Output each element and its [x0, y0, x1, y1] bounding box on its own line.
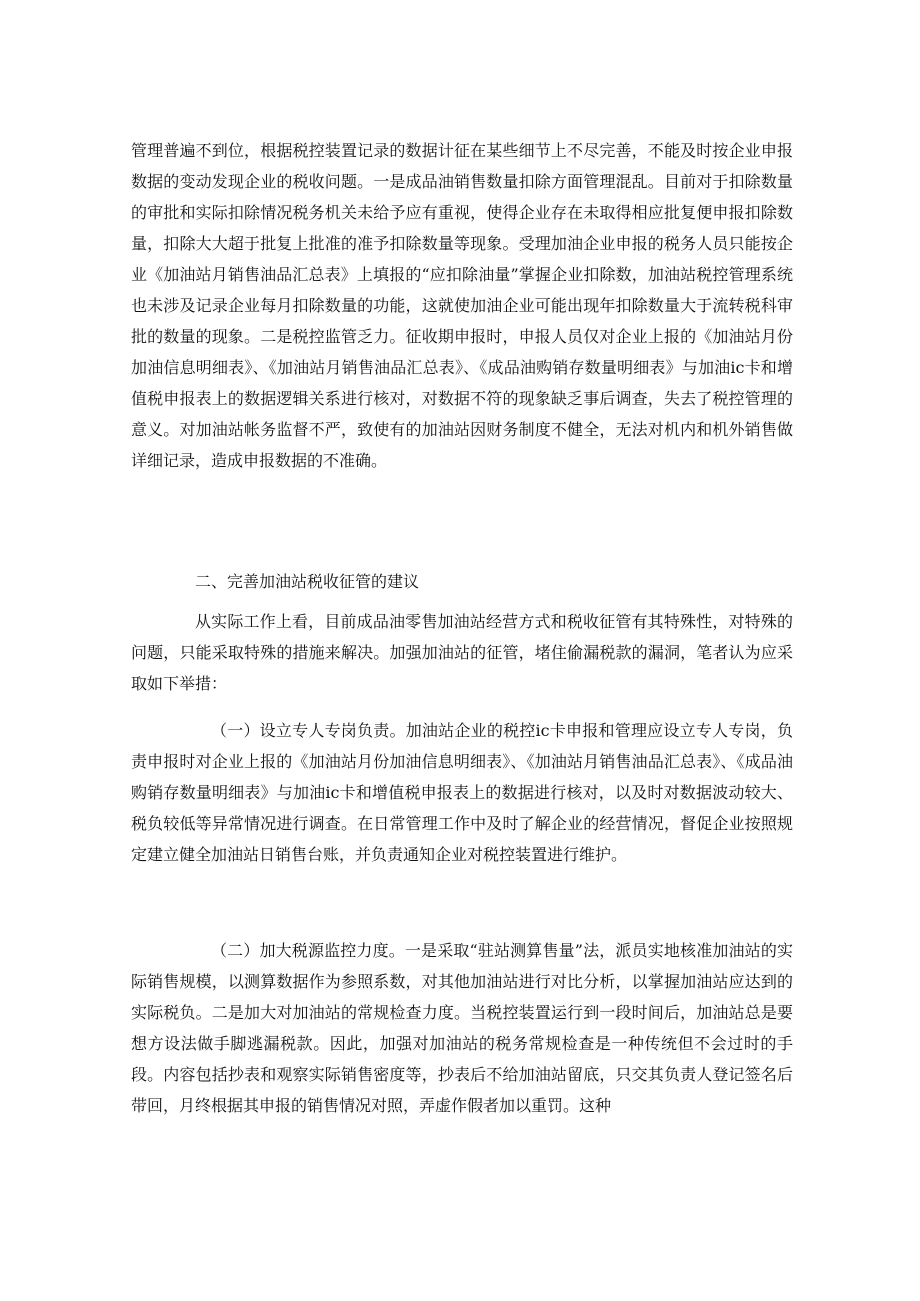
body-paragraph: （二）加大税源监控力度。一是采取“驻站测算售量”法，派员实地核准加油站的实际销售规模，以测算数据作为参照系数，对其他加油站进行对比分析，以掌握加油站应达到的实际税负。二是加大对加油站的常规检查力度。当税控装置运行到一段时间后，加油站总是要想方设法做手脚逃漏税款。因此，加强对加油站的税务常规检查是一种传统但不会过时的手段。内容包括抄表和观察实际销售密度等，抄表后不给加油站留底，只交其负责人登记签名后带回，月终根据其申报的销售情况对照，弄虚作假者加以重罚。这种 [131, 941, 793, 1115]
body-paragraph: 从实际工作上看，目前成品油零售加油站经营方式和税收征管有其特殊性，对特殊的问题，只能采取特殊的措施来解决。加强加油站的征管，堵住偷漏税款的漏洞，笔者认为应采取如下举措： [131, 612, 793, 693]
body-paragraph: （一）设立专人专岗负责。加油站企业的税控ic卡申报和管理应设立专人专岗，负责申报时对企业上报的《加油站月份加油信息明细表》、《加油站月销售油品汇总表》、《成品油购销存数量明细表》与加油ic卡和增值税申报表上的数据进行核对，以及时对数据波动较大、税负较低等异常情况进行调查。在日常管理工作中及时了解企业的经营情况，督促企业按照规定建立健全加油站日销售台账，并负责通知企业对税控装置进行维护。 [131, 721, 793, 864]
body-paragraph: 管理普遍不到位，根据税控装置记录的数据计征在某些细节上不尽完善，不能及时按企业申报数据的变动发现企业的税收问题。一是成品油销售数量扣除方面管理混乱。目前对于扣除数量的审批和实际扣除情况税务机关未给予应有重视，使得企业存在未取得相应批复便申报扣除数量，扣除大大超于批复上批准的准予扣除数量等现象。受理加油企业申报的税务人员只能按企业《加油站月销售油品汇总表》上填报的“应扣除油量”掌握企业扣除数，加油站税控管理系统也未涉及记录企业每月扣除数量的功能，这就使加油企业可能出现年扣除数量大于流转税科审批的数量的现象。二是税控监管乏力。征收期申报时，申报人员仅对企业上报的《加油站月份加油信息明细表》、《加油站月销售油品汇总表》、《成品油购销存数量明细表》与加油ic卡和增值税申报表上的数据逻辑关系进行核对，对数据不符的现象缺乏事后调查，失去了税控管理的意义。对加油站帐务监督不严，致使有的加油站因财务制度不健全，无法对机内和机外销售做详细记录，造成申报数据的不准确。 [131, 141, 793, 470]
section-heading: 二、完善加油站税收征管的建议 [195, 572, 420, 591]
